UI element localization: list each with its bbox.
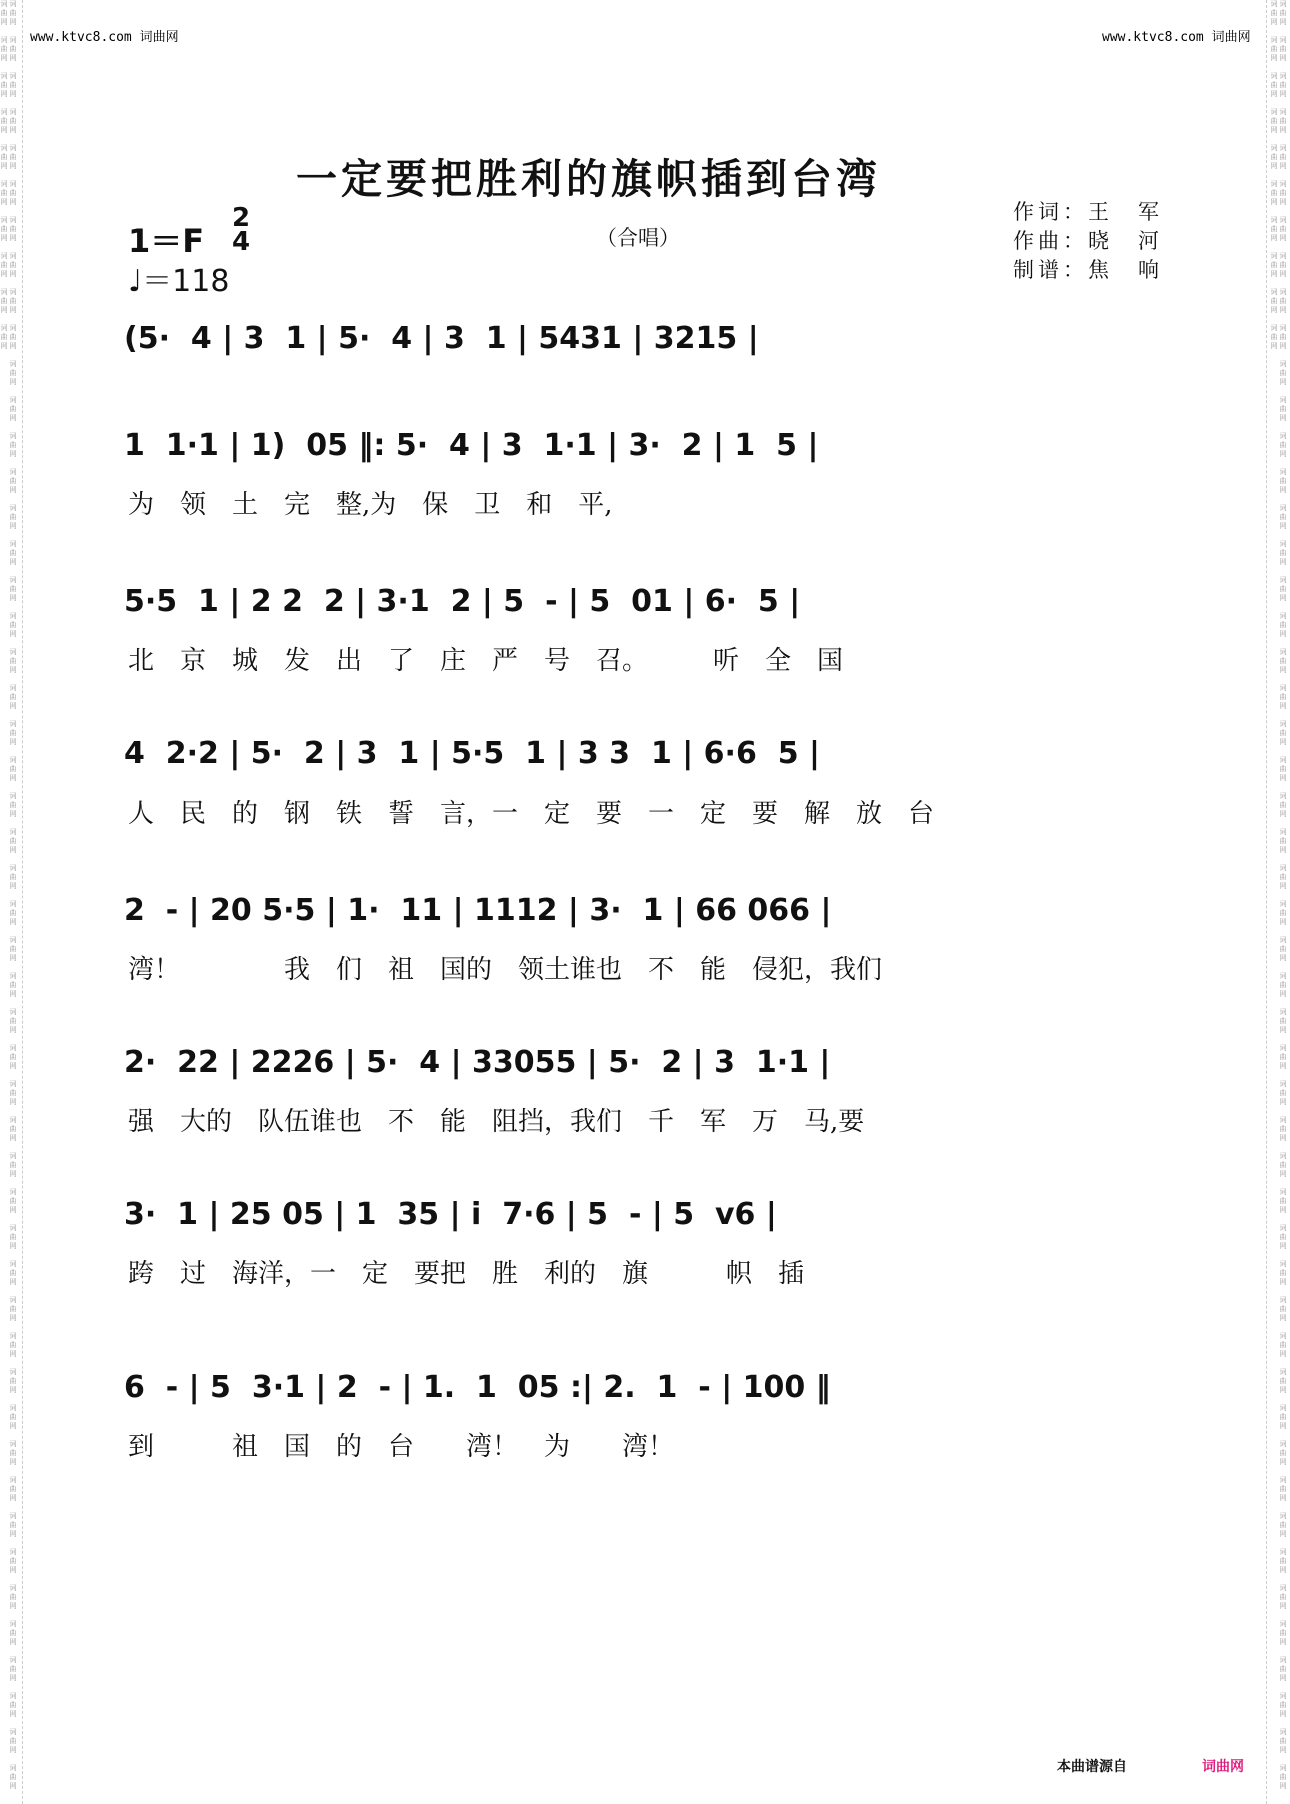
lyrics-row: 强 大的 队伍谁也 不 能 阻挡，我们 千 军 万 马,要	[128, 1107, 865, 1137]
notation-row: 3· 1 | 25 05 | 1 35 | i 7·6 | 5 - | 5 v6 |	[124, 1197, 777, 1232]
time-signature	[232, 203, 251, 257]
quarter-note-icon: ♩	[128, 264, 143, 299]
tempo-value: ＝118	[142, 264, 230, 299]
notation-row: 6 - | 5 3·1 | 2 - | 1. 1 05 :| 2. 1 - | 100 ‖	[124, 1370, 831, 1405]
lyrics-row: 为 领 土 完 整,为 保 卫 和 平,	[128, 490, 613, 520]
time-signature-top: 2	[232, 203, 251, 233]
footer-source-brand: 词曲网	[1202, 1759, 1244, 1775]
time-signature-bottom: 4	[232, 227, 251, 257]
lyricist-credit: 作词：王 军	[1013, 200, 1163, 224]
lyrics-row: 湾！ 我 们 祖 国的 领土谁也 不 能 侵犯，我们	[128, 955, 883, 985]
footer-source-label: 本曲谱源自	[1057, 1759, 1127, 1775]
notation-row: 1 1·1 | 1) 05 ‖: 5· 4 | 3 1·1 | 3· 2 | 1 5 |	[124, 428, 819, 463]
song-subtitle: （合唱）	[596, 226, 680, 250]
right-dashed-border	[1266, 0, 1267, 1804]
lyrics-row: 跨 过 海洋，一 定 要把 胜 利的 旗 帜 插	[128, 1259, 805, 1289]
credits-block	[1013, 198, 1163, 285]
site-url-right: www.ktvc8.com 词曲网	[1102, 30, 1251, 45]
notation-row: 2· 22 | 2226 | 5· 4 | 33055 | 5· 2 | 3 1·1 |	[124, 1045, 831, 1080]
tempo-marking	[128, 256, 229, 300]
song-title: 一定要把胜利的旗帜插到台湾	[296, 155, 881, 203]
composer-credit: 作曲：晓 河	[1013, 229, 1163, 253]
lyrics-row: 北 京 城 发 出 了 庄 严 号 召。 听 全 国	[128, 646, 844, 676]
left-dashed-border	[22, 0, 23, 1804]
lyrics-row: 人 民 的 钢 铁 誓 言，一 定 要 一 定 要 解 放 台	[128, 799, 935, 829]
left-watermark-text: 词曲网 词曲网 词曲网 词曲网 词曲网 词曲网 词曲网 词曲网 词曲网 词曲网 词曲网 词曲网 词曲网 词曲网 词曲网 词曲网 词曲网 词曲网 词曲网 词曲网 词曲网 词曲网 词曲网 词曲网 词曲网 词曲网 词曲网 词曲网 词曲网 词曲网 词曲网 词曲网 词曲网 词曲网 词曲网 词曲网 词曲网 词曲网 词曲网 词曲网 词曲网 词曲网 词曲网 词曲网 词曲网 词曲网 词曲网 词曲网 词曲网 词曲网 词曲网 词曲网 词曲网 词曲网 词曲网 词曲网 词曲网 词曲网 词曲网 词曲网	[0, 0, 17, 1800]
arranger-credit: 制谱：焦 响	[1013, 258, 1163, 282]
lyrics-row: 到 祖 国 的 台 湾！ 为 湾！	[128, 1432, 675, 1462]
right-watermark-strip	[1270, 0, 1287, 1804]
notation-row: 5·5 1 | 2 2 2 | 3·1 2 | 5 - | 5 01 | 6· 5 |	[124, 584, 801, 619]
notation-row: (5· 4 | 3 1 | 5· 4 | 3 1 | 5431 | 3215 |	[124, 321, 759, 356]
notation-row: 4 2·2 | 5· 2 | 3 1 | 5·5 1 | 3 3 1 | 6·6 5 |	[124, 736, 820, 771]
right-watermark-text: 词曲网 词曲网 词曲网 词曲网 词曲网 词曲网 词曲网 词曲网 词曲网 词曲网 词曲网 词曲网 词曲网 词曲网 词曲网 词曲网 词曲网 词曲网 词曲网 词曲网 词曲网 词曲网 词曲网 词曲网 词曲网 词曲网 词曲网 词曲网 词曲网 词曲网 词曲网 词曲网 词曲网 词曲网 词曲网 词曲网 词曲网 词曲网 词曲网 词曲网 词曲网 词曲网 词曲网 词曲网 词曲网 词曲网 词曲网 词曲网 词曲网 词曲网 词曲网 词曲网 词曲网 词曲网 词曲网 词曲网 词曲网 词曲网 词曲网 词曲网	[1270, 0, 1287, 1800]
site-url-left: www.ktvc8.com 词曲网	[30, 30, 179, 45]
left-watermark-strip	[0, 0, 17, 1804]
notation-row: 2 - | 20 5·5 | 1· 11 | 1112 | 3· 1 | 66 066 |	[124, 893, 832, 928]
key-signature: 1＝F	[128, 222, 205, 260]
